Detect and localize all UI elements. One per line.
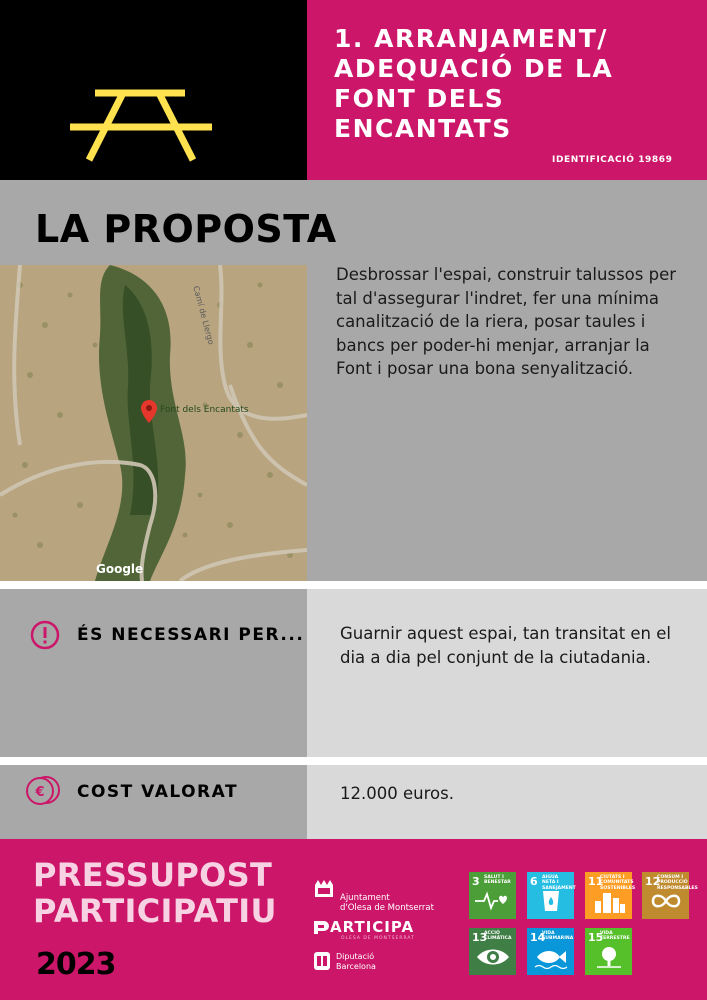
ajuntament-crest-icon bbox=[312, 879, 336, 899]
map-place-label: Font dels Encantats bbox=[160, 405, 249, 415]
eye-globe-icon bbox=[475, 945, 511, 969]
picnic-table-icon bbox=[0, 0, 307, 180]
section-title-proposta: LA PROPOSTA bbox=[35, 207, 337, 251]
sdg-tile-13: 13 ACCIÓ CLIMÀTICA bbox=[469, 928, 516, 975]
participa-p-icon bbox=[312, 919, 330, 935]
map-pin-icon bbox=[140, 400, 158, 424]
necessari-text: Guarnir aquest espai, tan transitat en el dia a dia pel conjunt de la ciutadania. bbox=[340, 624, 671, 667]
map-attribution: Google bbox=[96, 562, 144, 576]
footer-title: PRESSUPOST PARTICIPATIU bbox=[33, 856, 277, 930]
sdg-tile-14: 14 VIDA SUBMARINA bbox=[527, 928, 574, 975]
euro-coins-icon bbox=[24, 774, 62, 808]
sdg-tile-3: 3 SALUT I BENESTAR bbox=[469, 872, 516, 919]
header-icon-panel bbox=[0, 0, 307, 180]
sdg-tile-11: 11 CIUTATS I COMUNITATS SOSTENIBLES bbox=[585, 872, 632, 919]
participa-logo-text: ARTICIPA bbox=[330, 918, 415, 936]
proposal-description: Desbrossar l'espai, construir talussos per tal d'assegurar l'indret, fer una mínima canalització de la riera, posar taules i bancs per poder-hi menjar, arranjar la Font i posar una bona senyalització. bbox=[336, 265, 677, 378]
infinity-icon bbox=[648, 889, 684, 913]
sdg-tile-6: 6 AIGUA NETA I SANEJAMENT bbox=[527, 872, 574, 919]
exclamation-circle-icon bbox=[30, 620, 60, 650]
svg-text:€: € bbox=[35, 785, 45, 800]
necessari-text-panel bbox=[307, 589, 707, 757]
sdg-tile-12: 12 CONSUM I PRODUCCIÓ RESPONSABLES bbox=[642, 872, 689, 919]
city-buildings-icon bbox=[591, 889, 627, 913]
diputacio-logo-icon bbox=[313, 951, 331, 971]
satellite-map[interactable] bbox=[0, 265, 307, 581]
water-glass-icon bbox=[533, 889, 569, 913]
fish-icon bbox=[533, 945, 569, 969]
heartbeat-icon bbox=[475, 889, 511, 911]
sdg-tile-15: 15 VIDA TERRESTRE bbox=[585, 928, 632, 975]
proposal-title: 1. ARRANJAMENT/ ADEQUACIÓ DE LA FONT DELS ENCANTATS bbox=[334, 24, 614, 143]
identification-number: IDENTIFICACIÓ 19869 bbox=[552, 155, 673, 165]
necessari-label-panel bbox=[0, 589, 307, 757]
diputacio-logo-text: Diputació Barcelona bbox=[336, 952, 376, 971]
cost-value: 12.000 euros. bbox=[340, 784, 454, 803]
tree-icon bbox=[591, 945, 627, 969]
ajuntament-logo-text: Ajuntament d'Olesa de Montserrat bbox=[340, 893, 434, 913]
necessari-label: ÉS NECESSARI PER... bbox=[77, 625, 305, 645]
cost-label: COST VALORAT bbox=[77, 782, 239, 802]
footer-year: 2023 bbox=[36, 947, 116, 982]
map-road-label: Camí de Llergo bbox=[191, 285, 216, 346]
participa-subtitle: OLESA DE MONTSERRAT bbox=[341, 936, 415, 941]
